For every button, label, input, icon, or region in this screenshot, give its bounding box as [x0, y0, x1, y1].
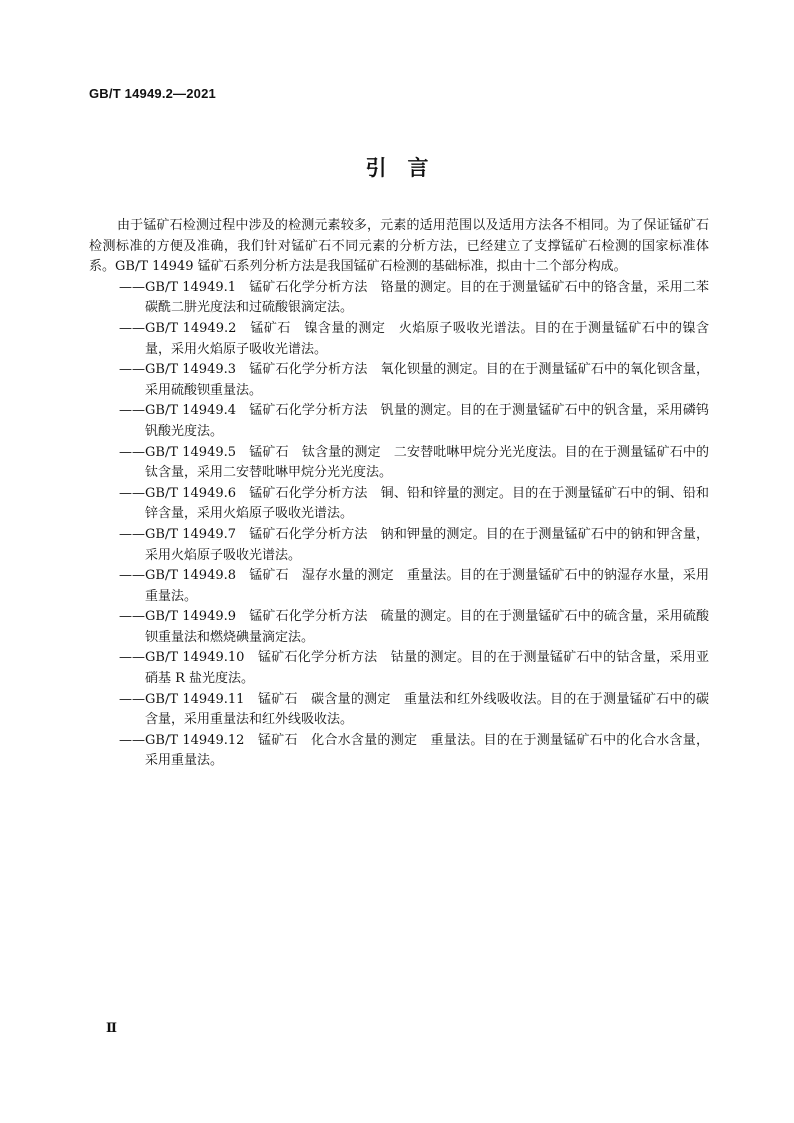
- list-item-text: GB/T 14949.3 锰矿石化学分析方法 氧化钡量的测定。目的在于测量锰矿石中的氧化钡含量，采用硫酸钡重量法。: [145, 362, 709, 398]
- intro-paragraph: 由于锰矿石检测过程中涉及的检测元素较多，元素的适用范围以及适用方法各不相同。为了保证锰矿石检测标准的方便及准确，我们针对锰矿石不同元素的分析方法，已经建立了支撑锰矿石检测的国家标准体系。GB/T 14949 锰矿石系列分析方法是我国锰矿石检测的基础标准，拟由十二个部分构成。: [89, 218, 709, 275]
- list-item: [89, 401, 709, 442]
- list-item: [89, 731, 709, 772]
- list-item-text: GB/T 14949.10 锰矿石化学分析方法 钴量的测定。目的在于测量锰矿石中的钴含量，采用亚硝基 R 盐光度法。: [145, 650, 709, 687]
- page-title: 引 言: [365, 155, 429, 180]
- list-item-text: GB/T 14949.12 锰矿石 化合水含量的测定 重量法。目的在于测量锰矿石中的化合水含量，采用重量法。: [145, 732, 709, 769]
- list-item: [89, 278, 709, 319]
- standard-code: GB/T 14949.2—2021: [89, 86, 216, 101]
- list-dash: ——: [119, 444, 145, 460]
- list-dash: ——: [119, 279, 145, 295]
- list-item: [89, 484, 709, 525]
- list-item-text: GB/T 14949.5 锰矿石 钛含量的测定 二安替吡啉甲烷分光光度法。目的在于测量锰矿石中的钛含量，采用二安替吡啉甲烷分光光度法。: [145, 444, 709, 481]
- list-dash: ——: [119, 403, 145, 419]
- list-item-text: GB/T 14949.8 锰矿石 湿存水量的测定 重量法。目的在于测量锰矿石中的钠湿存水量，采用重量法。: [145, 568, 709, 604]
- list-item: [89, 566, 709, 607]
- list-item-text: GB/T 14949.2 锰矿石 镍含量的测定 火焰原子吸收光谱法。目的在于测量锰矿石中的镍含量，采用火焰原子吸收光谱法。: [145, 320, 709, 357]
- list-item-text: GB/T 14949.6 锰矿石化学分析方法 铜、铅和锌量的测定。目的在于测量锰矿石中的铜、铅和锌含量，采用火焰原子吸收光谱法。: [145, 485, 709, 522]
- list-item-text: GB/T 14949.9 锰矿石化学分析方法 硫量的测定。目的在于测量锰矿石中的硫含量，采用硫酸钡重量法和燃烧碘量滴定法。: [145, 609, 709, 645]
- list-dash: ——: [119, 568, 145, 584]
- list-item: [89, 443, 709, 484]
- list-dash: ——: [119, 485, 145, 501]
- introduction-body: [89, 216, 709, 772]
- list-dash: ——: [119, 362, 145, 378]
- list-item-text: GB/T 14949.1 锰矿石化学分析方法 铬量的测定。目的在于测量锰矿石中的铬含量，采用二苯碳酰二肼光度法和过硫酸银滴定法。: [145, 279, 709, 316]
- page-number: Ⅱ: [106, 1021, 117, 1036]
- list-item: [89, 360, 709, 401]
- list-dash: ——: [119, 609, 145, 625]
- list-item-text: GB/T 14949.7 锰矿石化学分析方法 钠和钾量的测定。目的在于测量锰矿石中的钠和钾含量，采用火焰原子吸收光谱法。: [145, 526, 709, 563]
- list-item: [89, 607, 709, 648]
- list-dash: ——: [119, 650, 145, 666]
- list-item-text: GB/T 14949.11 锰矿石 碳含量的测定 重量法和红外线吸收法。目的在于测量锰矿石中的碳含量，采用重量法和红外线吸收法。: [145, 691, 709, 728]
- list-dash: ——: [119, 320, 145, 336]
- list-item: [89, 525, 709, 566]
- list-item: [89, 690, 709, 731]
- list-dash: ——: [119, 691, 145, 707]
- list-dash: ——: [119, 526, 145, 542]
- list-item: [89, 319, 709, 360]
- list-dash: ——: [119, 732, 145, 748]
- list-item-text: GB/T 14949.4 锰矿石化学分析方法 钒量的测定。目的在于测量锰矿石中的钒含量，采用磷钨钒酸光度法。: [145, 403, 709, 439]
- list-item: [89, 648, 709, 689]
